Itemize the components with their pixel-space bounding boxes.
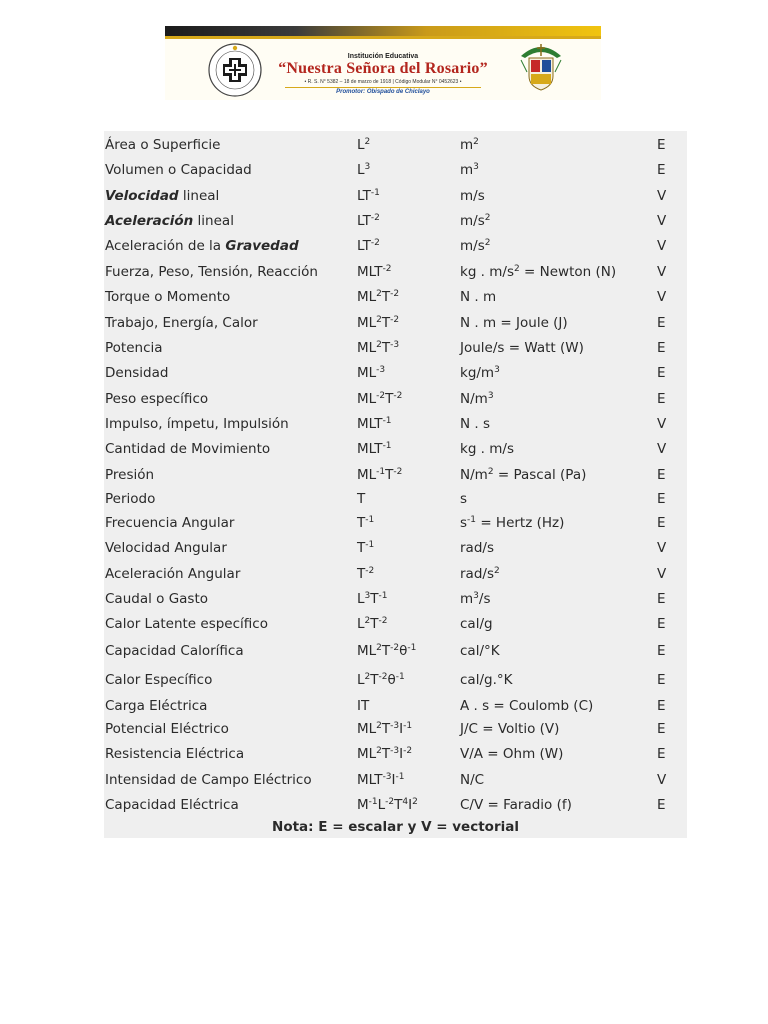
table-row — [104, 362, 687, 384]
quantity-type: E — [657, 365, 666, 381]
si-unit: rad/s — [460, 540, 494, 556]
table-row — [104, 413, 687, 435]
table-row — [104, 794, 687, 816]
table-row — [104, 185, 687, 207]
si-unit: N . m = Joule (J) — [460, 315, 568, 331]
quantity-name: Velocidad Angular — [105, 540, 227, 556]
table-row — [104, 134, 687, 156]
dimensional-formula: IT — [357, 698, 370, 714]
dimensional-formula: $ML^{-1}T^{-2}$ — [357, 467, 403, 483]
quantity-type: E — [657, 746, 666, 762]
quantity-type: E — [657, 515, 666, 531]
quantity-name: Volumen o Capacidad — [105, 162, 252, 178]
table-row — [104, 718, 687, 740]
quantity-type: V — [657, 540, 667, 556]
quantity-name: Peso específico — [105, 391, 209, 407]
dimensional-formula: $ML^{-2}T^{-2}$ — [357, 391, 403, 407]
quantity-name: Cantidad de Movimiento — [105, 441, 271, 457]
header-gold-stripe — [165, 36, 601, 39]
si-unit: $m/s^2$ — [460, 238, 491, 254]
si-unit: $m^3/s$ — [460, 591, 491, 607]
si-unit: N . s — [460, 416, 491, 432]
dimensional-formula: $MLT^{-1}$ — [357, 416, 392, 432]
si-unit: V/A = Ohm (W) — [460, 746, 564, 762]
si-unit: $s^{-1}$ = Hertz (Hz) — [460, 515, 565, 531]
quantity-name: Carga Eléctrica — [105, 698, 208, 714]
quantity-name: Aceleración de la Gravedad — [105, 238, 299, 254]
school-header-banner — [165, 26, 601, 100]
table-row — [104, 640, 687, 662]
dimensional-formula: $MLT^{-3}I^{-1}$ — [357, 772, 405, 788]
quantity-name: Densidad — [105, 365, 169, 381]
dimensional-formula: $L^2T^{-2}\theta^{-1}$ — [357, 672, 405, 688]
si-unit: s — [460, 491, 468, 507]
dimensional-formula: $L^2T^{-2}$ — [357, 616, 388, 632]
quantity-type: E — [657, 391, 666, 407]
si-unit: $m/s^2$ — [460, 213, 491, 229]
quantity-type: V — [657, 772, 667, 788]
quantity-type: V — [657, 188, 667, 204]
dimensional-formula: $LT^{-2}$ — [357, 238, 380, 254]
quantity-name: Calor Latente específico — [105, 616, 268, 632]
si-unit: N . m — [460, 289, 497, 305]
table-row — [104, 695, 687, 717]
table-row — [104, 210, 687, 232]
si-unit: kg . $m/s^2$ = Newton (N) — [460, 264, 617, 280]
quantity-name: Frecuencia Angular — [105, 515, 235, 531]
table-row — [104, 588, 687, 610]
quantity-type: E — [657, 672, 666, 688]
table-row — [104, 512, 687, 534]
dimensional-formula: $ML^2T^{-2}$ — [357, 289, 400, 305]
bishop-coat-of-arms-icon — [517, 42, 565, 94]
quantity-type: V — [657, 441, 667, 457]
si-unit: cal/°K — [460, 643, 500, 659]
table-row — [104, 743, 687, 765]
table-row — [104, 669, 687, 691]
dimensional-formula: T — [357, 491, 366, 507]
quantity-type: E — [657, 721, 666, 737]
si-unit: cal/g.°K — [460, 672, 513, 688]
si-unit: kg . m/s — [460, 441, 514, 457]
dimensional-formula: $T^{-1}$ — [357, 515, 375, 531]
dimensional-formula: $T^{-2}$ — [357, 566, 375, 582]
quantity-type: E — [657, 591, 666, 607]
dimensional-formula: $ML^2T^{-3}$ — [357, 340, 400, 356]
header-color-band — [165, 26, 601, 36]
quantity-name: Capacidad Calorífica — [105, 643, 244, 659]
table-row — [104, 613, 687, 635]
dimensional-formula: $LT^{-1}$ — [357, 188, 380, 204]
si-unit: $m^2$ — [460, 137, 479, 153]
si-unit: $kg/m^3$ — [460, 365, 500, 381]
dimensional-formula: $L^3$ — [357, 162, 371, 178]
dimensional-formula: $MLT^{-1}$ — [357, 441, 392, 457]
quantity-name: Velocidad lineal — [105, 188, 220, 204]
quantity-type: V — [657, 264, 667, 280]
quantity-name: Intensidad de Campo Eléctrico — [105, 772, 312, 788]
quantity-type: V — [657, 213, 667, 229]
si-unit: N/C — [460, 772, 485, 788]
dimensional-formula: $ML^2T^{-3}I^{-2}$ — [357, 746, 413, 762]
quantity-name: Trabajo, Energía, Calor — [105, 315, 258, 331]
si-unit: rad/$s^2$ — [460, 566, 500, 582]
quantity-type: E — [657, 698, 666, 714]
table-row — [104, 537, 687, 559]
quantity-name: Torque o Momento — [105, 289, 231, 305]
dimensional-formula: $ML^2T^{-2}$ — [357, 315, 400, 331]
quantity-type: E — [657, 137, 666, 153]
school-registration-details: • R. S. N° 5382 – 18 de marzo de 1918 | Código Modular N° 0452623 • — [304, 79, 462, 85]
quantity-name: Fuerza, Peso, Tensión, Reacción — [105, 264, 318, 280]
header-divider — [285, 87, 481, 88]
quantity-name: Caudal o Gasto — [105, 591, 209, 607]
quantity-name: Área o Superficie — [105, 137, 221, 153]
quantity-name: Capacidad Eléctrica — [105, 797, 239, 813]
school-name: “Nuestra Señora del Rosario” — [278, 60, 488, 77]
si-unit: C/V = Faradio (f) — [460, 797, 572, 813]
table-row — [104, 464, 687, 486]
table-row — [104, 286, 687, 308]
table-row — [104, 438, 687, 460]
quantity-name: Aceleración Angular — [105, 566, 241, 582]
quantity-type: E — [657, 643, 666, 659]
si-unit: A . s = Coulomb (C) — [460, 698, 594, 714]
quantity-type: V — [657, 238, 667, 254]
quantity-type: E — [657, 616, 666, 632]
table-row — [104, 235, 687, 257]
quantity-type: E — [657, 162, 666, 178]
table-row — [104, 488, 687, 510]
quantity-type: E — [657, 340, 666, 356]
table-row — [104, 388, 687, 410]
table-row — [104, 261, 687, 283]
quantity-name: Potencia — [105, 340, 163, 356]
si-unit: m/s — [460, 188, 485, 204]
dimensional-formula: $T^{-1}$ — [357, 540, 375, 556]
dimensional-formula: $ML^2T^{-3}I^{-1}$ — [357, 721, 413, 737]
quantity-type: E — [657, 467, 666, 483]
si-unit: $N/m^3$ — [460, 391, 494, 407]
physical-quantities-table — [104, 131, 687, 838]
table-row — [104, 337, 687, 359]
table-row — [104, 312, 687, 334]
school-promoter: Promotor: Obispado de Chiclayo — [336, 89, 430, 95]
quantity-type: V — [657, 566, 667, 582]
quantity-name: Potencial Eléctrico — [105, 721, 229, 737]
dimensional-formula: $L^3T^{-1}$ — [357, 591, 388, 607]
si-unit: $N/m^2$ = Pascal (Pa) — [460, 467, 587, 483]
quantity-type: E — [657, 797, 666, 813]
dimensional-formula: $ML^2T^{-2}\theta^{-1}$ — [357, 643, 417, 659]
dimensional-formula: $MLT^{-2}$ — [357, 264, 392, 280]
table-row — [104, 769, 687, 791]
quantity-type: E — [657, 315, 666, 331]
table-row — [104, 563, 687, 585]
table-row — [104, 159, 687, 181]
dimensional-formula: $M^{-1}L^{-2}T^4I^2$ — [357, 797, 418, 813]
quantity-name: Periodo — [105, 491, 156, 507]
quantity-type: V — [657, 416, 667, 432]
quantity-name: Presión — [105, 467, 155, 483]
si-unit: Joule/s = Watt (W) — [460, 340, 584, 356]
dimensional-formula: $L^2$ — [357, 137, 371, 153]
dimensional-formula: $ML^{-3}$ — [357, 365, 386, 381]
si-unit: $m^3$ — [460, 162, 479, 178]
quantity-name: Resistencia Eléctrica — [105, 746, 245, 762]
si-unit: cal/g — [460, 616, 493, 632]
table-note: Nota: E = escalar y V = vectorial — [272, 819, 519, 835]
quantity-name: Impulso, ímpetu, Impulsión — [105, 416, 289, 432]
quantity-type: E — [657, 491, 666, 507]
quantity-name: Aceleración lineal — [105, 213, 234, 229]
institution-label: Institución Educativa — [347, 53, 419, 60]
quantity-name: Calor Específico — [105, 672, 213, 688]
si-unit: J/C = Voltio (V) — [460, 721, 560, 737]
quantity-type: V — [657, 289, 667, 305]
dimensional-formula: $LT^{-2}$ — [357, 213, 380, 229]
